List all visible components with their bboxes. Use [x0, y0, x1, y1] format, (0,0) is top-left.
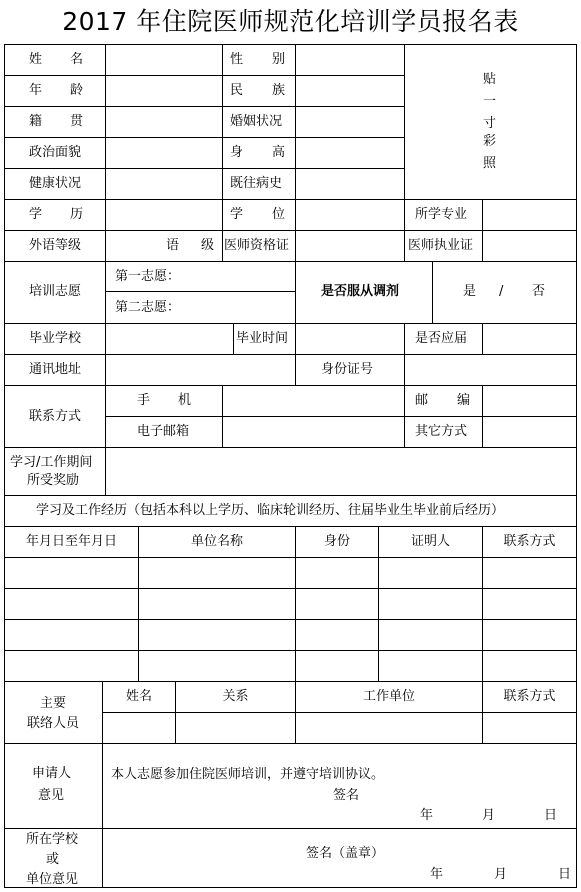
age-label-a: 年 — [29, 83, 43, 98]
exp-col-referee: 证明人 — [410, 534, 450, 549]
name-field[interactable] — [107, 46, 221, 74]
mobile-label-a: 手 — [137, 393, 151, 408]
gender-field[interactable] — [297, 46, 403, 74]
major-field[interactable] — [484, 201, 575, 229]
applicant-day-label: 日 — [544, 808, 558, 823]
pledge-text: 本人志愿参加住院医师培训，并遵守培训协议。 — [111, 767, 385, 782]
height-field[interactable] — [297, 139, 403, 167]
experience-row[interactable] — [5, 589, 576, 619]
school-label: 毕业学校 — [29, 331, 82, 346]
experience-row[interactable] — [5, 651, 576, 681]
id-number-label: 身份证号 — [321, 362, 374, 377]
health-field[interactable] — [107, 170, 221, 198]
health-label: 健康状况 — [29, 176, 82, 191]
gender-label-a: 性 — [230, 52, 244, 67]
mc-col-workplace: 工作单位 — [362, 689, 415, 704]
political-field[interactable] — [107, 139, 221, 167]
postcode-field[interactable] — [484, 387, 575, 415]
exp-col-role: 身份 — [323, 534, 350, 549]
major-label: 所学专业 — [415, 207, 468, 222]
photo-label-5: 照 — [483, 156, 497, 171]
education-field[interactable] — [107, 201, 221, 229]
awards-label-line2: 所受奖励 — [27, 473, 80, 488]
applicant-label-line1: 申请人 — [32, 766, 72, 781]
unit-opinion-label-line3: 单位意见 — [26, 872, 79, 887]
unit-month-label: 月 — [494, 867, 508, 882]
address-label: 通讯地址 — [29, 362, 82, 377]
experience-row[interactable] — [5, 620, 576, 650]
mobile-field[interactable] — [224, 387, 403, 415]
exp-col-contact: 联系方式 — [503, 534, 556, 549]
unit-opinion-label-line1: 所在学校 — [26, 832, 79, 847]
email-label: 电子邮箱 — [137, 424, 190, 439]
postcode-label-b: 编 — [457, 393, 471, 408]
gender-label-b: 别 — [272, 52, 286, 67]
education-label-a: 学 — [29, 207, 43, 222]
mobile-label-b: 机 — [178, 393, 192, 408]
awards-label-line1: 学习/工作期间 — [10, 455, 93, 470]
unit-year-label: 年 — [430, 867, 444, 882]
age-field[interactable] — [107, 77, 221, 105]
degree-label-b: 位 — [272, 207, 286, 222]
exp-col-unit: 单位名称 — [190, 534, 243, 549]
marital-field[interactable] — [297, 108, 403, 136]
grad-time-field[interactable] — [297, 325, 403, 353]
experience-heading: 学习及工作经历（包括本科以上学历、临床轮训经历、往届毕业生毕业前后经历） — [36, 503, 505, 518]
history-label: 既往病史 — [230, 176, 283, 191]
adjust-yes-option[interactable]: 是 — [463, 284, 477, 299]
mc-col-name: 姓名 — [125, 689, 152, 704]
address-field[interactable] — [107, 356, 294, 384]
age-label-b: 龄 — [70, 83, 84, 98]
unit-opinion-label-line2: 或 — [46, 852, 60, 867]
other-contact-field[interactable] — [484, 418, 575, 446]
applicant-label-line2: 意见 — [38, 788, 65, 803]
ethnic-label-a: 民 — [230, 83, 244, 98]
fresh-grad-label: 是否应届 — [415, 331, 468, 346]
wish-label: 培训志愿 — [29, 284, 82, 299]
photo-label-2: 一 — [483, 94, 497, 109]
native-label-a: 籍 — [29, 114, 43, 129]
height-label-a: 身 — [230, 145, 244, 160]
fresh-grad-field[interactable] — [484, 325, 575, 353]
education-label-b: 历 — [70, 207, 84, 222]
native-label-b: 贯 — [70, 114, 84, 129]
adjust-slash: / — [499, 284, 504, 299]
history-field[interactable] — [297, 170, 403, 198]
practice-cert-label: 医师执业证 — [408, 238, 474, 253]
second-wish-label: 第二志愿： — [115, 300, 181, 315]
political-label: 政治面貌 — [29, 145, 82, 160]
ethnic-field[interactable] — [297, 77, 403, 105]
second-wish-field[interactable] — [180, 293, 294, 322]
awards-field[interactable] — [107, 449, 575, 494]
photo-label-1: 贴 — [483, 72, 497, 87]
main-contact-label-line1: 主要 — [40, 696, 67, 711]
photo-label-3: 寸 — [483, 116, 497, 131]
practice-cert-field[interactable] — [484, 232, 575, 260]
name-label-b: 名 — [70, 52, 84, 67]
qualification-cert-field[interactable] — [297, 232, 403, 260]
first-wish-field[interactable] — [180, 263, 294, 290]
photo-label-4: 彩 — [483, 134, 497, 149]
other-contact-label: 其它方式 — [415, 424, 468, 439]
degree-label-a: 学 — [230, 207, 244, 222]
marital-label: 婚姻状况 — [230, 114, 283, 129]
contact-label: 联系方式 — [29, 409, 82, 424]
main-contact-label-line2: 联络人员 — [27, 716, 80, 731]
mc-col-relation: 关系 — [222, 689, 249, 704]
unit-day-label: 日 — [558, 867, 572, 882]
adjust-label: 是否服从调剂 — [321, 284, 400, 299]
ethnic-label-b: 族 — [272, 83, 286, 98]
postcode-label-a: 邮 — [415, 393, 429, 408]
language-label-b: 级 — [201, 238, 215, 253]
applicant-sign-label: 签名 — [333, 788, 360, 803]
applicant-year-label: 年 — [420, 808, 434, 823]
native-place-field[interactable] — [107, 108, 221, 136]
form-title: 2017 年住院医师规范化培训学员报名表 — [62, 7, 519, 36]
language-level-label: 外语等级 — [29, 238, 82, 253]
exp-col-period: 年月日至年月日 — [25, 534, 117, 549]
experience-row[interactable] — [5, 558, 576, 588]
first-wish-label: 第一志愿： — [115, 269, 181, 284]
email-field[interactable] — [224, 418, 403, 446]
language-label-a: 语 — [166, 238, 180, 253]
degree-field[interactable] — [297, 201, 403, 229]
sign-seal-label: 签名（盖章） — [306, 846, 385, 861]
height-label-b: 高 — [272, 145, 286, 160]
qualification-cert-label: 医师资格证 — [224, 238, 290, 253]
grad-time-label: 毕业时间 — [236, 331, 289, 346]
applicant-month-label: 月 — [482, 808, 496, 823]
main-contact-row[interactable] — [103, 713, 576, 742]
name-label-a: 姓 — [29, 52, 43, 67]
id-number-field[interactable] — [406, 356, 575, 384]
adjust-no-option[interactable]: 否 — [532, 284, 546, 299]
mc-col-contact: 联系方式 — [503, 689, 556, 704]
school-field[interactable] — [107, 325, 232, 353]
